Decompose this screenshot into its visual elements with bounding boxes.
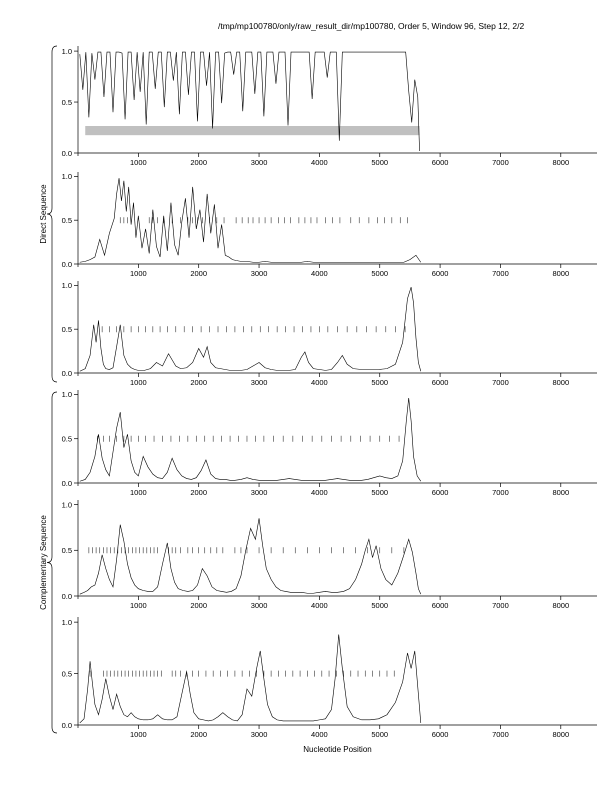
x-tick-label: 8000: [552, 158, 570, 167]
x-tick-label: 1000: [130, 158, 147, 167]
y-tick-label: 0.0: [61, 591, 72, 601]
y-tick-label: 0.5: [61, 215, 72, 225]
y-tick-label: 0.0: [61, 259, 72, 269]
direct-sequence-brace: [39, 46, 57, 382]
y-tick-label: 0.0: [61, 368, 72, 378]
panel-2: [62, 172, 597, 278]
x-tick-label: 3000: [250, 378, 268, 387]
x-tick-label: 5000: [371, 158, 389, 167]
x-tick-label: 7000: [492, 488, 509, 497]
x-tick-label: 2000: [190, 730, 208, 739]
x-tick-label: 6000: [431, 158, 449, 167]
y-tick-label: 1.0: [61, 390, 72, 400]
x-tick-label: 7000: [492, 378, 509, 387]
complementary-sequence-brace: [39, 392, 57, 733]
x-tick-label: 8000: [552, 378, 570, 387]
y-tick-label: 0.0: [61, 148, 72, 158]
axis-group-label: Direct Sequence: [39, 184, 48, 244]
x-tick-label: 6000: [431, 378, 449, 387]
x-tick-label: 8000: [552, 488, 570, 497]
y-tick-label: 1.0: [61, 172, 72, 182]
panel-5: [62, 500, 597, 610]
series-line-frame5: [80, 518, 421, 594]
x-axis-label: Nucleotide Position: [303, 745, 372, 754]
x-tick-label: 4000: [311, 730, 328, 739]
x-tick-label: 8000: [552, 730, 570, 739]
x-tick-label: 7000: [492, 269, 509, 278]
x-tick-label: 7000: [492, 730, 509, 739]
x-tick-label: 1000: [130, 378, 147, 387]
x-tick-label: 5000: [371, 269, 389, 278]
y-tick-label: 0.5: [61, 434, 72, 444]
gray-band-marker: [85, 126, 419, 135]
y-tick-label: 1.0: [61, 46, 72, 56]
x-tick-label: 3000: [250, 158, 268, 167]
brace-path: [47, 46, 57, 382]
x-tick-label: 8000: [552, 269, 570, 278]
series-line-frame2: [80, 178, 421, 262]
x-tick-label: 6000: [431, 269, 449, 278]
x-tick-label: 1000: [130, 488, 147, 497]
x-tick-label: 1000: [130, 601, 147, 610]
x-tick-label: 4000: [311, 378, 328, 387]
panel-4: [62, 390, 597, 497]
x-tick-label: 5000: [371, 488, 389, 497]
x-tick-label: 4000: [311, 601, 328, 610]
x-tick-label: 3000: [250, 269, 268, 278]
x-tick-label: 2000: [190, 488, 208, 497]
panel-1: [62, 46, 597, 167]
x-tick-label: 3000: [250, 488, 268, 497]
brace-path: [47, 392, 57, 733]
x-tick-label: 7000: [492, 158, 509, 167]
series-line-frame1: [80, 52, 420, 151]
y-tick-label: 1.0: [61, 281, 72, 291]
x-tick-label: 6000: [431, 488, 449, 497]
x-tick-label: 8000: [552, 601, 570, 610]
y-tick-label: 0.5: [61, 97, 72, 107]
x-tick-label: 1000: [130, 730, 147, 739]
y-tick-label: 0.0: [61, 720, 72, 730]
y-tick-label: 0.0: [61, 478, 72, 488]
y-tick-label: 0.5: [61, 324, 72, 334]
x-tick-label: 2000: [190, 269, 208, 278]
y-tick-label: 1.0: [61, 617, 72, 627]
panel-3: [62, 281, 597, 387]
x-tick-label: 6000: [431, 601, 449, 610]
x-tick-label: 1000: [130, 269, 147, 278]
y-tick-label: 0.5: [61, 546, 72, 556]
x-tick-label: 2000: [190, 378, 208, 387]
y-tick-label: 0.5: [61, 669, 72, 679]
x-tick-label: 3000: [250, 730, 268, 739]
x-tick-label: 5000: [371, 601, 389, 610]
x-tick-label: 6000: [431, 730, 449, 739]
x-tick-label: 2000: [190, 158, 208, 167]
x-tick-label: 4000: [311, 488, 328, 497]
x-tick-label: 7000: [492, 601, 509, 610]
x-tick-label: 5000: [371, 730, 389, 739]
series-line-frame6: [80, 634, 421, 722]
x-tick-label: 4000: [311, 269, 328, 278]
x-tick-label: 5000: [371, 378, 389, 387]
x-tick-label: 4000: [311, 158, 328, 167]
axis-group-label: Complementary Sequence: [39, 515, 48, 610]
y-tick-label: 1.0: [61, 500, 72, 510]
panel-6: [62, 617, 597, 739]
x-tick-label: 2000: [190, 601, 208, 610]
figure-title: /tmp/mp100780/only/raw_result_dir/mp100780, Order 5, Window 96, Step 12, 2/2: [218, 21, 525, 31]
x-tick-label: 3000: [250, 601, 268, 610]
